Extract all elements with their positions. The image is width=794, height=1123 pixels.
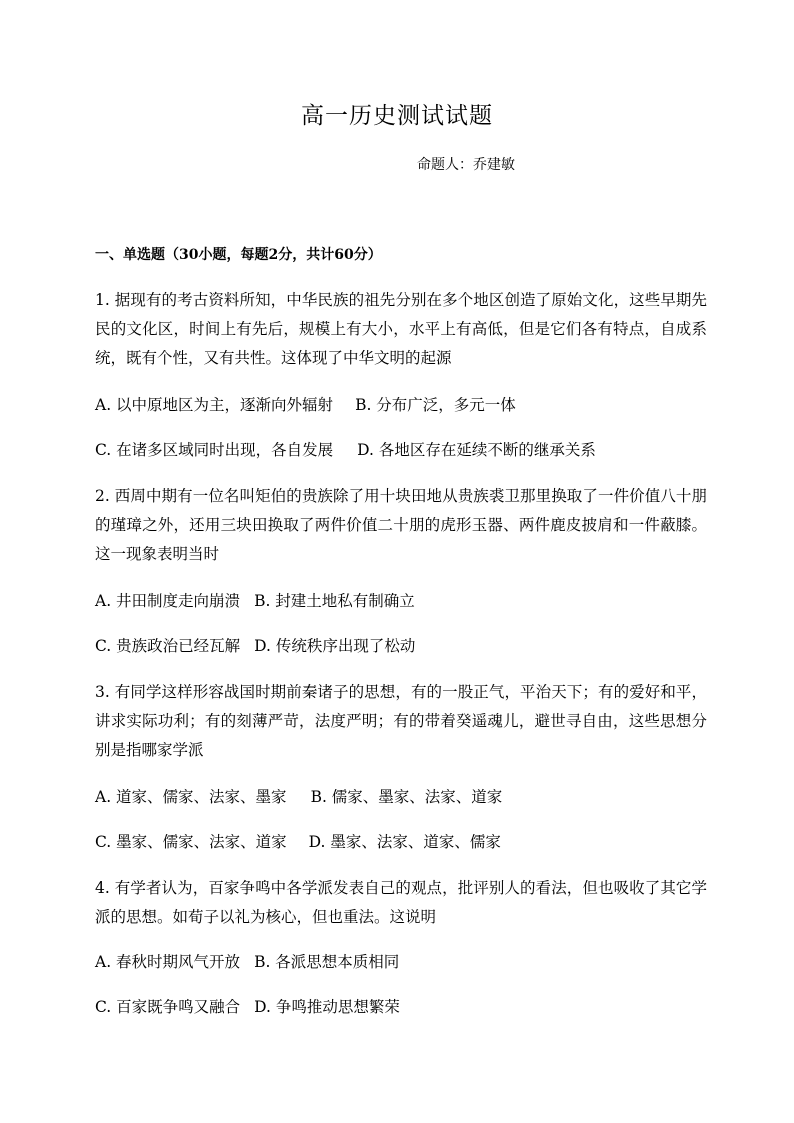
question-1-options-row-2 <box>95 439 707 461</box>
question-3-options-row-2 <box>95 831 707 853</box>
question-1-option-b: B. 分布广泛，多元一体 <box>355 396 516 414</box>
question-3-option-d: D. 墨家、法家、道家、儒家 <box>308 833 501 851</box>
question-2-options-row-2 <box>95 635 707 657</box>
question-2-stem: 2. 西周中期有一位名叫矩伯的贵族除了用十块田地从贵族裘卫那里换取了一件价值八十朋的瑾璋之外，还用三块田换取了两件价值二十朋的虎形玉器、两件鹿皮披肩和一件蔽膝。这一现象表明当时 <box>95 487 707 563</box>
question-4-option-b: B. 各派思想本质相同 <box>254 953 400 971</box>
question-2-option-a: A. 井田制度走向崩溃 <box>95 592 241 610</box>
question-1-stem: 1. 据现有的考古资料所知，中华民族的祖先分别在多个地区创造了原始文化，这些早期先民的文化区，时间上有先后，规模上有大小，水平上有高低，但是它们各有特点，自成系统，既有个性，又有共性。这体现了中华文明的起源 <box>95 291 707 367</box>
question-2-options-row-1 <box>95 590 707 612</box>
question-4-stem: 4. 有学者认为，百家争鸣中各学派发表自己的观点，批评别人的看法，但也吸收了其它学派的思想。如荀子以礼为核心，但也重法。这说明 <box>95 879 707 926</box>
question-4-option-c: C. 百家既争鸣又融合 <box>95 998 241 1016</box>
question-2-option-b: B. 封建土地私有制确立 <box>254 592 415 610</box>
question-3-option-b: B. 儒家、墨家、法家、道家 <box>310 788 503 806</box>
question-3-option-c: C. 墨家、儒家、法家、道家 <box>95 833 287 851</box>
author-line: 命题人：乔建敏 <box>417 157 515 173</box>
page-title: 高一历史测试试题 <box>301 103 493 129</box>
question-1-option-d: D. 各地区存在延续不断的继承关系 <box>357 441 596 459</box>
question-2-option-d: D. 传统秩序出现了松动 <box>254 637 416 655</box>
question-2-option-c: C. 贵族政治已经瓦解 <box>95 637 241 655</box>
question-3-stem: 3. 有同学这样形容战国时期前秦诸子的思想，有的一股正气，平治天下；有的爱好和平，讲求实际功利；有的刻薄严苛，法度严明；有的带着癸遥魂儿，避世寻自由，这些思想分别是指哪家学派 <box>95 683 707 759</box>
question-3-option-a: A. 道家、儒家、法家、墨家 <box>95 788 287 806</box>
question-4-options-row-1 <box>95 951 707 973</box>
question-1-options-row-1 <box>95 394 707 416</box>
question-4-options-row-2 <box>95 996 707 1018</box>
question-1-option-a: A. 以中原地区为主，逐渐向外辐射 <box>95 396 334 414</box>
question-1-option-c: C. 在诸多区域同时出现，各自发展 <box>95 441 334 459</box>
question-4-option-a: A. 春秋时期风气开放 <box>95 953 241 971</box>
question-4-option-d: D. 争鸣推动思想繁荣 <box>254 998 400 1016</box>
section-heading: 一、单选题（30小题，每题2分，共计60分） <box>95 247 382 263</box>
question-3-options-row-1 <box>95 786 707 808</box>
